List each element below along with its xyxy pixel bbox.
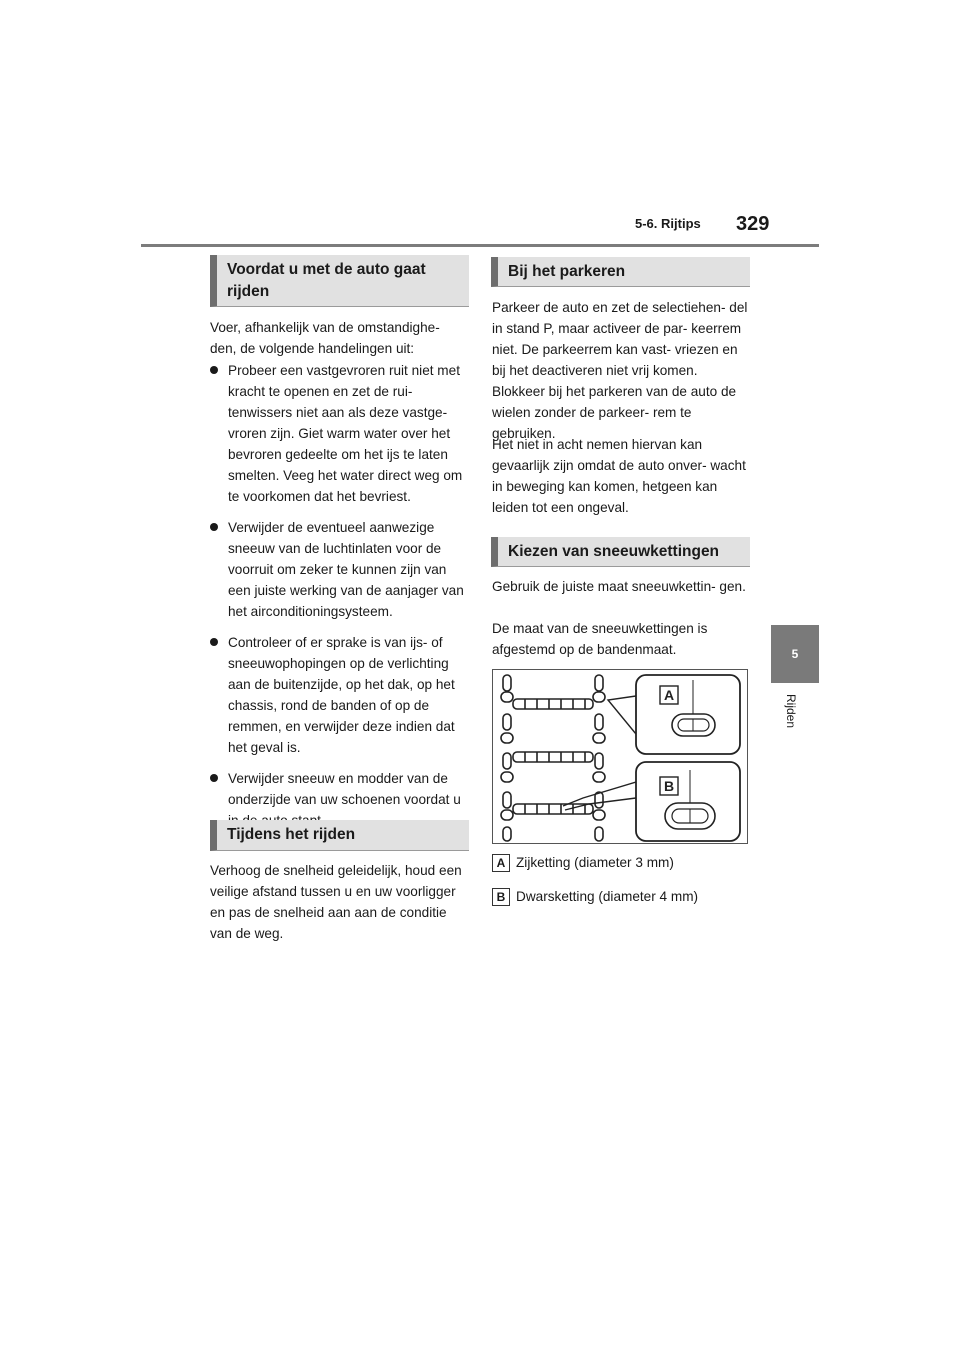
list-item: Verwijder de eventueel aanwezige sneeuw van de luchtinlaten voor de voorruit om zeker te kunnen zijn van een juiste werking van de aanjager van het airconditioningsysteem. <box>210 517 470 622</box>
bullet-icon <box>210 774 218 782</box>
bullet-icon <box>210 366 218 374</box>
chapter-tab <box>771 625 819 683</box>
heading-text: Kiezen van sneeuwkettingen <box>508 543 720 560</box>
parking-warning-text: Het niet in acht nemen hiervan kan gevaarlijk zijn omdat de auto onver- wacht in beweging kan komen, hetgeen kan leiden tot een ongeval. <box>492 437 746 515</box>
intro-text: Voer, afhankelijk van de omstandighe- den, de volgende handelingen uit: <box>210 320 440 356</box>
parking-text: Parkeer de auto en zet de selectiehen- del in stand P, maar activeer de par- keerrem niet. De parkeerrem kan vast- vriezen en bij het deactiveren niet vrij komen. Blokkeer bij het parkeren van de auto de wielen zonder de parkeer- rem te gebruiken. <box>492 300 748 441</box>
side-chain-left <box>501 675 513 841</box>
driving-text: Verhoog de snelheid geleidelijk, houd een veilige afstand tussen u en uw voorligger en pas de snelheid aan aan de conditie van de weg. <box>210 863 462 941</box>
list-item: Controleer of er sprake is van ijs- of sneeuwophopingen op de verlichting aan de buitenzijde, op het dak, op het chassis, rond de banden of op de remmen, en verwijder deze indien dat het geval is. <box>210 632 470 758</box>
side-chain-right <box>593 675 605 841</box>
figure-label-a: A <box>664 687 675 703</box>
list-item: Probeer een vastgevroren ruit niet met kracht te openen en zet de rui- tenwissers niet aan als deze vastge- vroren zijn. Giet warm water over het bevroren gedeelte om het ijs te laten smelten. Veeg het water direct weg om te voorkomen dat het bevriest. <box>210 360 470 507</box>
bullet-icon <box>210 523 218 531</box>
heading-bij-parkeren <box>491 257 750 287</box>
legend-a <box>492 853 674 873</box>
heading-text: Voordat u met de auto gaat rijden <box>227 261 426 300</box>
page-number: 329 <box>736 213 770 235</box>
heading-text: Bij het parkeren <box>508 263 626 280</box>
section-title: 5-6. Rijtips <box>635 216 701 231</box>
list-item: Verwijder sneeuw en modder van de onderzijde van uw schoenen voordat u <box>210 768 470 831</box>
legend-b-marker: B <box>492 888 510 906</box>
heading-voordat-rijden <box>210 255 469 307</box>
chapter-number: 5 <box>791 647 799 661</box>
heading-text: Tijdens het rijden <box>227 826 356 843</box>
legend-a-text: Zijketting (diameter 3 mm) <box>516 855 674 870</box>
chain-diagram <box>493 670 747 843</box>
cross-chains <box>513 699 593 814</box>
figure-label-b: B <box>664 778 675 794</box>
legend-a-marker: A <box>492 854 510 872</box>
heading-sneeuwkettingen <box>491 537 750 567</box>
legend-b <box>492 887 698 907</box>
heading-tijdens-rijden <box>210 820 469 851</box>
chains-text-2: De maat van de sneeuwkettingen is afgestemd op de bandenmaat. <box>492 621 708 657</box>
header-divider <box>141 244 819 247</box>
legend-b-text: Dwarsketting (diameter 4 mm) <box>516 889 699 904</box>
snow-chain-illustration <box>492 669 748 844</box>
chapter-label: Rijden <box>784 694 798 729</box>
chains-text: Gebruik de juiste maat sneeuwkettin- gen. <box>492 579 746 594</box>
bullet-icon <box>210 638 218 646</box>
preparation-list <box>210 360 470 841</box>
